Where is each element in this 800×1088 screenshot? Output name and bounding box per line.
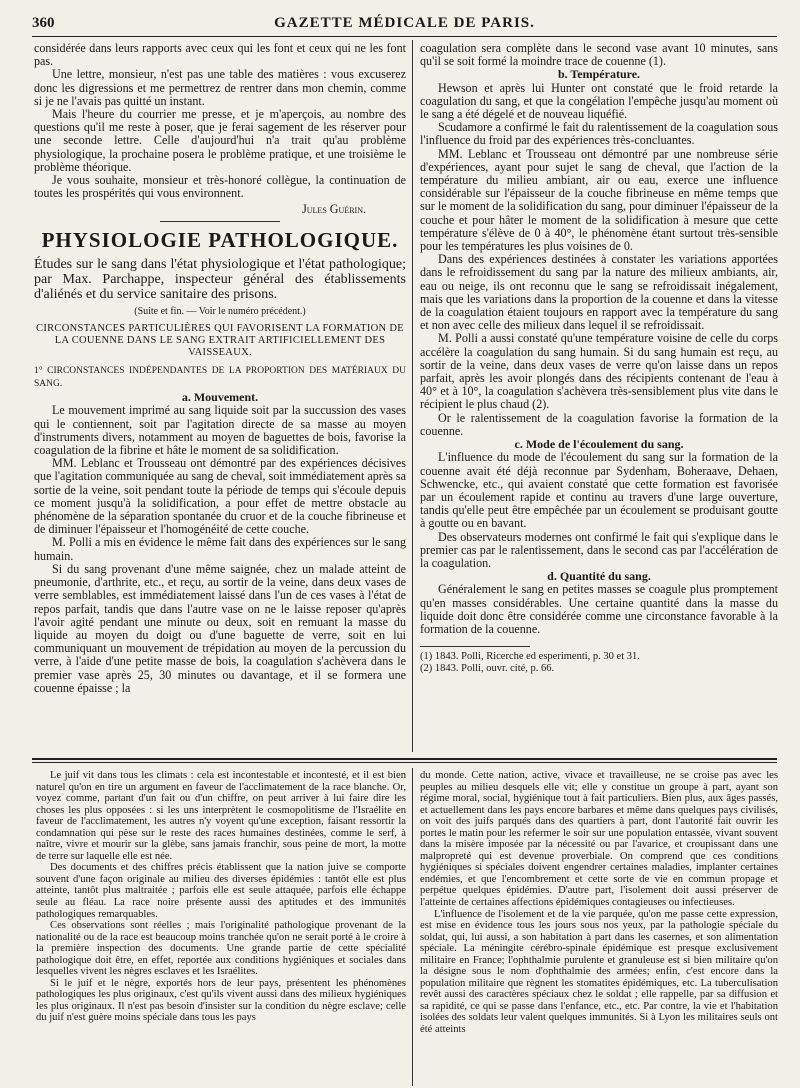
paragraph: MM. Leblanc et Trousseau ont démontré par des expériences décisives que l'agitation communiquée au sang de cheval, soit immédiatement après sa sortie de la veine, soit pendant toute la période de temps qui s'écoule depuis ce moment jusqu'à la solidification, a pour effet de mettre obstacle au phénomène de la séparation spontanée du cruor et de la couche fibrineuse et de diminuer l'épaisseur et l'homogénéité de cette couche. [34, 456, 406, 537]
journal-title: GAZETTE MÉDICALE DE PARIS. [274, 15, 535, 31]
article-title: Études sur le sang dans l'état physiologique et l'état pathologique; par Max. Parchappe, inspecteur général des établissements d'aliénés et du service sanitaire des prisons. [34, 256, 406, 302]
signature: Jules Guérin. [302, 202, 366, 217]
right-column [420, 42, 778, 675]
left-column [34, 42, 406, 695]
ecoulement-heading: c. Mode de l'écoulement du sang. [514, 437, 684, 452]
paragraph: Des documents et des chiffres précis établissent que la nation juive se comporte souvent d'une façon originale au milieu des diverses épidémies : tantôt elle est plus atteinte, tantôt plus maltraitée ; parfois elle est seule attaquée, parfois elle échappe seule au fléau. La race noire présente aussi des aptitudes et des immunités pathologiques remarquables. [36, 862, 406, 920]
footnote: (2) 1843. Polli, ouvr. cité, p. 66. [420, 663, 555, 675]
temperature-heading: b. Température. [557, 67, 641, 82]
paragraph: MM. Leblanc et Trousseau ont démontré par une nombreuse série d'expériences, ayant pour sujet le sang de cheval, que l'action de la température du milieu ambiant, air ou eau, exerce une influence considérable sur l'épaisseur de la couche fibrineuse en même temps que sur le moment de la solidification du sang, pour diminuer l'épaisseur de la couche et pour hâter le moment de la solidification à mesure que cette température s'élève de 0 à 40°, le phénomène étant surtout très-sensible pour les températures les plus voisines de 0. [420, 146, 778, 254]
mouvement-heading: a. Mouvement. [181, 390, 259, 405]
feuilleton-divider [32, 758, 777, 760]
paragraph: Généralement le sang en petites masses se coagule plus promptement qu'en masses considérables. Une certaine quantité dans la masse du liquide doit donc être considérée comme une circonstance favorable à la formation de la couenne. [420, 582, 778, 636]
column-divider [412, 768, 413, 1086]
page-number: 360 [32, 15, 55, 31]
footnote-divider [420, 646, 530, 647]
paragraph: L'influence de l'isolement et de la vie parquée, qu'on me passe cette expression, est mise en évidence tous les jours sous nos yeux, par la pathologie spéciale du soldat, qui, lui aussi, a son habitation à part dans les casernes, et son alimentation spéciale. La méningite cérébro-spinale épidémique est presque exclusivement militaire en France; l'ophthalmie purulente et granuleuse est si bien militaire qu'on la désigne sous le nom d'ophthalmie des armées; enfin, c'est encore dans la population militaire que règnent les stomatites épidémiques, etc. La tuberculisation revêt aussi des caractères spéciaux chez le soldat ; elle rappelle, par sa diffusion et sa rapidité, ce qui se passe dans l'enfance, etc., etc. Par contre, la vie et l'habitation isolées des soldats leur valent quelques immunités. Si à Lyon les militaires seuls ont été atteints [420, 908, 778, 1036]
paragraph: Le juif vit dans tous les climats : cela est incontestable et incontesté, et il est bien naturel qu'on en tire un argument en faveur de l'acclimatement de la race blanche. Or, voyez comme, partant d'un fait ou d'un chiffre, on peut arriver à lui faire dire les choses les plus opposées : si les uns interprètent le cosmopolitisme de l'Israélite en faveur de l'acclimatement, les autres n'y voyent qu'une exception, faisant ressortir la condamnation qui pèse sur le reste des races humaines destinées, comme le serf, à naître, vivre et mourir sur la glèbe, sans jamais franchir, sous peine de mort, la motte de terre sur laquelle elle est née. [36, 770, 406, 862]
continuation-note: (Suite et fin. — Voir le numéro précédent.) [134, 305, 306, 317]
column-divider [412, 40, 413, 752]
section-title: PHYSIOLOGIE PATHOLOGIQUE. [41, 227, 399, 252]
feuilleton-left-column [36, 770, 406, 1024]
paragraph: Si le juif et le nègre, exportés hors de leur pays, présentent les phénomènes pathologiques les plus originaux, c'est qu'ils vivent aussi dans des milieux hygiéniques les plus originaux. Il n'est pas besoin d'insister sur la condition du nègre esclave; celle du juif n'est guère moins spéciale dans tous les pays [36, 977, 406, 1024]
paragraph: Si du sang provenant d'une même saignée, chez un malade atteint de pneumonie, d'arthrite, etc., et reçu, au sortir de la veine, dans deux vases de verre semblables, est immédiatement laissé dans l'un de ces vases à l'état de repos parfait, tandis que dans l'autre vase on ne le laisse reposer qu'après l'avoir agité pendant une minute ou deux, soit en remuant la masse du liquide au moyen du doigt ou d'une baguette de verre, soit en lui communiquant un mouvement de trépidation au moyen de la percussion du verre, à l'aide d'une petite masse de bois, la coagulation s'achèvera dans le premier vase après 25, 30 minutes ou davantage, et il se formera une couenne épaisse ; la [34, 561, 406, 695]
quantite-heading: d. Quantité du sang. [547, 569, 651, 584]
feuilleton-right-column [420, 770, 778, 1036]
page-header [32, 12, 777, 37]
circumstances-heading: CIRCONSTANCES PARTICULIÈRES QUI FAVORISENT LA FORMATION DE LA COUENNE DANS LE SANG EXTRAIT ARTIFICIELLEMENT DES VAISSEAUX. [36, 322, 404, 358]
paragraph: Or le ralentissement de la coagulation favorise la formation de la couenne. [420, 410, 778, 438]
paragraph: Une lettre, monsieur, n'est pas une table des matières : vous excuserez donc les digressions et me permettrez de rentrer dans mon chemin, comme si je ne l'avais pas quitté un instant. [34, 67, 406, 108]
paragraph: du monde. Cette nation, active, vivace et travailleuse, ne se croise pas avec les peuples au milieu desquels elle vit; elle y constitue un groupe à part, ayant son régime moral, social, hygiénique tout à fait particuliers. Bien plus, aux âges passés, et actuellement dans les pays encore barbares et même dans quelques pays civilisés, on voit des juifs parqués dans des quartiers à part, dont l'autorité fait ouvrir les portes le matin pour les refermer le soir sur une population entassée, vivant souvent dans la misère imposée par la nécessité ou par l'avarice, et croupissant dans une malpropreté qui est devenue proverbiale. On comprend que ces conditions hygiéniques si spéciales doivent engendrer certaines maladies, implanter certaines endémies, et que l'encombrement et cette sorte de vie en commun propage et perpétue quelques épidémies. D'autre part, l'isolement doit aussi préserver de l'atteinte de certaines affections épidémiques contagieuses ou infectieuses. [420, 770, 778, 909]
paragraph: Mais l'heure du courrier me presse, et je m'aperçois, au nombre des questions qu'il me reste à poser, que je ferai sagement de les réserver pour une seconde lettre. Celle d'aujourd'hui n'a trait qu'au problème physiologique, la prochaine posera le problème pratique, et une troisième le problème théorique. [34, 107, 406, 174]
footnote: (1) 1843. Polli, Ricerche ed esperimenti, p. 30 et 31. [420, 651, 640, 663]
feuilleton-divider [32, 762, 777, 763]
paragraph: Des observateurs modernes ont confirmé le fait qui s'explique dans le premier cas par le ralentissement, dans le second cas par l'accélération de la coagulation. [420, 529, 778, 570]
paragraph: M. Polli a mis en évidence le même fait dans des expériences sur le sang humain. [34, 535, 406, 563]
paragraph: Dans des expériences destinées à constater les variations apportées dans le refroidissement du sang par la nature des milieux ambiants, air, eau ou neige, ils ont reconnu que le sang se refroidissait inégalement, mais que les variations dans la proportion de la couenne et dans la vitesse de la coagulation étaient toujours en rapport avec la température du sang et non avec celle des milieux dans lequel il se refroidissait. [420, 252, 778, 333]
subsection-heading: 1° CIRCONSTANCES INDÉPENDANTES DE LA PROPORTION DES MATÉRIAUX DU SANG. [34, 365, 406, 390]
paragraph: Scudamore a confirmé le fait du ralentissement de la coagulation sous l'influence du froid par des expériences très-concluantes. [420, 120, 778, 148]
paragraph: L'influence du mode de l'écoulement du sang sur la formation de la couenne avait été déjà reconnue par Sydenham, Boheraave, Dehaen, Schwencke, etc., qui avaient constaté que cette formation est favorisée par un écoulement rapide et continu au travers d'une large ouverture, tandis qu'elle peut être empêchée par un écoulement se produisant goutte à goutte ou en bavant. [420, 450, 778, 531]
paragraph: Le mouvement imprimé au sang liquide soit par la succussion des vases qui le contiennent, soit par l'agitation directe de sa masse au moyen d'instruments divers, notamment au moyen de baguettes de bois, favorise la coagulation de la fibrine et hâte le moment de sa solidification. [34, 403, 406, 458]
paragraph: Hewson et après lui Hunter ont constaté que le froid retarde la coagulation du sang, et que la congélation l'empêche jusqu'au moment où le sang a été dégelé et de nouveau liquéfié. [420, 80, 778, 122]
divider [160, 221, 280, 222]
paragraph: M. Polli a aussi constaté qu'une température voisine de celle du corps accélère la coagulation du sang humain. Si du sang humain est reçu, au sortir de la veine, dans deux vases de verre qu'on laisse dans un repos parfait, après les avoir plongés dans des récipients contenant de l'eau à 40° et à 10°, la coagulation s'achèvera très-sensiblement plus vite dans le récipient le plus chaud (2). [420, 331, 778, 412]
paragraph: coagulation sera complète dans le second vase avant 10 minutes, sans qu'il se soit formé la moindre trace de couenne (1). [420, 41, 778, 69]
paragraph: Ces observations sont réelles ; mais l'originalité pathologique provenant de la nationalité ou de la race est beaucoup moins tranchée qu'on ne serait porté à le croire à la première inspection des documents. Une grande partie de cette spécialité pathologique doit être, en effet, reportée aux conditions hygiéniques et sociales dans lesquelles vivent les nègres esclaves et les Israélites. [36, 920, 406, 978]
paragraph: considérée dans leurs rapports avec ceux qui les font et ceux qui ne les font pas. [34, 41, 406, 69]
paragraph: Je vous souhaite, monsieur et très-honoré collègue, la continuation de toutes les prospérités qui vous environnent. [34, 173, 406, 201]
